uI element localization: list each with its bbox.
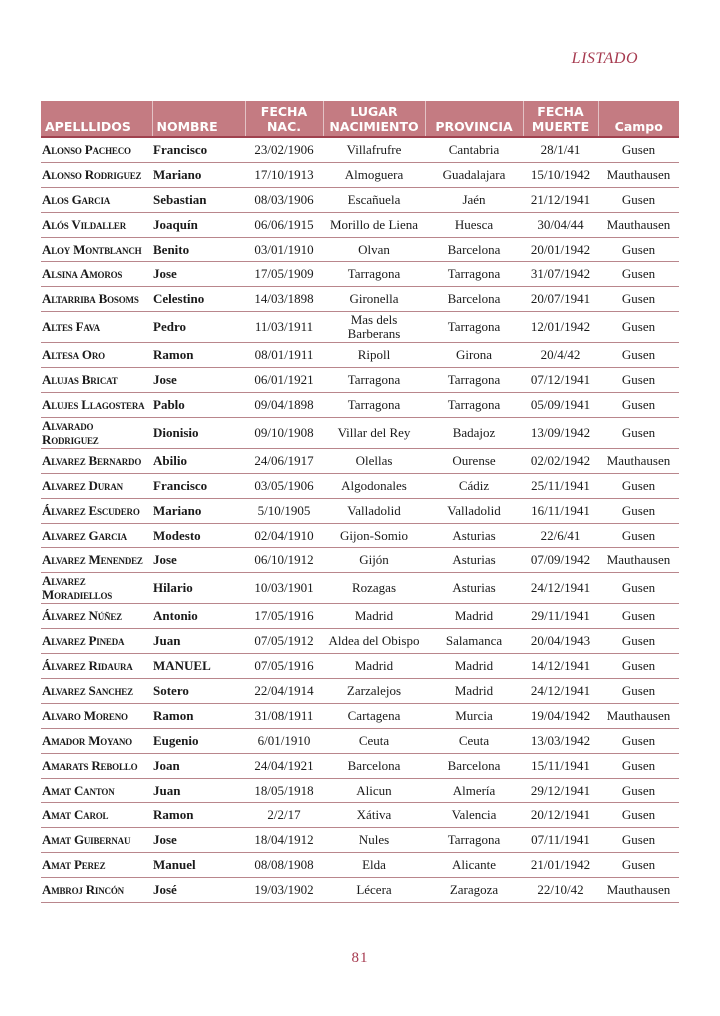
birth-date-cell: 06/01/1921 [245,368,323,393]
province-cell: Asturias [425,548,523,573]
first-name-cell: Mariano [152,162,245,187]
surname-cell: Alvarado Rodriguez [41,417,152,448]
birth-date-cell: 06/06/1915 [245,212,323,237]
province-cell: Barcelona [425,237,523,262]
death-date-cell: 22/6/41 [523,523,598,548]
table-row [41,803,679,828]
header-lugar-line2: NACIMIENTO [329,119,419,134]
surname-cell: Amat Carol [41,803,152,828]
birth-date-cell: 23/02/1906 [245,137,323,162]
table-row [41,417,679,448]
province-cell: Salamanca [425,629,523,654]
birth-date-cell: 14/03/1898 [245,287,323,312]
surname-cell: Alvarez Garcia [41,523,152,548]
table-row [41,368,679,393]
camp-cell: Gusen [598,137,679,162]
camp-cell: Mauthausen [598,212,679,237]
surname-cell: Alonso Pacheco [41,137,152,162]
birth-date-cell: 08/03/1906 [245,187,323,212]
birthplace-cell: Madrid [323,654,425,679]
camp-cell: Gusen [598,573,679,604]
birthplace-cell: Villafrufre [323,137,425,162]
first-name-cell: Abilio [152,448,245,473]
table-row [41,212,679,237]
surname-cell: Alós Vildaller [41,212,152,237]
first-name-cell: Juan [152,778,245,803]
camp-cell: Gusen [598,287,679,312]
camp-cell: Mauthausen [598,448,679,473]
first-name-cell: Joan [152,753,245,778]
camp-cell: Mauthausen [598,162,679,187]
province-cell: Valencia [425,803,523,828]
province-cell: Girona [425,343,523,368]
surname-cell: Altesa Oro [41,343,152,368]
birthplace-cell: Elda [323,853,425,878]
birthplace-cell: Cartagena [323,703,425,728]
table-row [41,629,679,654]
death-date-cell: 14/12/1941 [523,654,598,679]
table-row [41,679,679,704]
province-cell: Cádiz [425,473,523,498]
death-date-cell: 07/09/1942 [523,548,598,573]
death-date-cell: 31/07/1942 [523,262,598,287]
camp-cell: Gusen [598,853,679,878]
table-row [41,343,679,368]
birth-date-cell: 03/05/1906 [245,473,323,498]
death-date-cell: 21/01/1942 [523,853,598,878]
table-row [41,473,679,498]
first-name-cell: Benito [152,237,245,262]
camp-cell: Mauthausen [598,878,679,903]
header-lugar-line1: LUGAR [350,104,398,119]
death-date-cell: 07/12/1941 [523,368,598,393]
camp-cell: Gusen [598,728,679,753]
surname-cell: Alujas Bricat [41,368,152,393]
death-date-cell: 20/4/42 [523,343,598,368]
province-cell: Valladolid [425,498,523,523]
birth-date-cell: 11/03/1911 [245,312,323,343]
province-cell: Alicante [425,853,523,878]
death-date-cell: 15/10/1942 [523,162,598,187]
table-row [41,162,679,187]
camp-cell: Gusen [598,828,679,853]
birthplace-cell: Almoguera [323,162,425,187]
province-cell: Tarragona [425,828,523,853]
header-fecha-nac-line1: FECHA [260,104,308,119]
camp-cell: Gusen [598,654,679,679]
header-fecha-muerte-line1: FECHA [537,104,584,119]
birth-date-cell: 31/08/1911 [245,703,323,728]
birthplace-cell: Madrid [323,604,425,629]
header-fecha-muerte-line2: MUERTE [531,119,590,134]
surname-cell: Alujes Llagostera [41,393,152,418]
death-date-cell: 24/12/1941 [523,573,598,604]
surname-cell: Amat Canton [41,778,152,803]
camp-cell: Gusen [598,417,679,448]
first-name-cell: Jose [152,828,245,853]
birth-date-cell: 2/2/17 [245,803,323,828]
birth-date-cell: 03/01/1910 [245,237,323,262]
surname-cell: Alvarez Moradiellos [41,573,152,604]
first-name-cell: Ramon [152,703,245,728]
surname-cell: Álvarez Escudero [41,498,152,523]
death-date-cell: 13/09/1942 [523,417,598,448]
first-name-cell: Francisco [152,137,245,162]
birthplace-cell: Tarragona [323,262,425,287]
province-cell: Ourense [425,448,523,473]
birth-date-cell: 17/10/1913 [245,162,323,187]
deportees-table [41,101,679,903]
surname-cell: Altarriba Bosoms [41,287,152,312]
surname-cell: Ambroj Rincón [41,878,152,903]
death-date-cell: 13/03/1942 [523,728,598,753]
birth-date-cell: 24/06/1917 [245,448,323,473]
birthplace-cell: Ceuta [323,728,425,753]
death-date-cell: 02/02/1942 [523,448,598,473]
table-row [41,448,679,473]
camp-cell: Gusen [598,778,679,803]
birth-date-cell: 02/04/1910 [245,523,323,548]
table-row [41,828,679,853]
death-date-cell: 19/04/1942 [523,703,598,728]
death-date-cell: 20/07/1941 [523,287,598,312]
first-name-cell: Jose [152,262,245,287]
birthplace-cell: Xátiva [323,803,425,828]
birth-date-cell: 08/01/1911 [245,343,323,368]
province-cell: Ceuta [425,728,523,753]
surname-cell: Álvarez Núñez [41,604,152,629]
death-date-cell: 29/12/1941 [523,778,598,803]
birthplace-cell: Nules [323,828,425,853]
birth-date-cell: 07/05/1912 [245,629,323,654]
first-name-cell: Manuel [152,853,245,878]
province-cell: Barcelona [425,287,523,312]
camp-cell: Gusen [598,629,679,654]
death-date-cell: 20/01/1942 [523,237,598,262]
camp-cell: Gusen [598,604,679,629]
camp-cell: Gusen [598,237,679,262]
death-date-cell: 16/11/1941 [523,498,598,523]
death-date-cell: 12/01/1942 [523,312,598,343]
birthplace-cell: Escañuela [323,187,425,212]
camp-cell: Gusen [598,262,679,287]
birth-date-cell: 08/08/1908 [245,853,323,878]
table-row [41,778,679,803]
surname-cell: Alvarez Sanchez [41,679,152,704]
first-name-cell: Celestino [152,287,245,312]
first-name-cell: Juan [152,629,245,654]
province-cell: Almería [425,778,523,803]
birthplace-cell: Zarzalejos [323,679,425,704]
birth-date-cell: 24/04/1921 [245,753,323,778]
table-row [41,498,679,523]
first-name-cell: Ramon [152,343,245,368]
camp-cell: Gusen [598,679,679,704]
birthplace-cell: Gijon-Somio [323,523,425,548]
first-name-cell: MANUEL [152,654,245,679]
surname-cell: Alvaro Moreno [41,703,152,728]
first-name-cell: Ramon [152,803,245,828]
province-cell: Madrid [425,654,523,679]
province-cell: Huesca [425,212,523,237]
table-row [41,573,679,604]
table-row [41,878,679,903]
province-cell: Tarragona [425,262,523,287]
header-fecha-nac [245,101,323,137]
camp-cell: Gusen [598,343,679,368]
province-cell: Jaén [425,187,523,212]
first-name-cell: Hilario [152,573,245,604]
table-row [41,853,679,878]
birthplace-cell: Morillo de Liena [323,212,425,237]
header-campo: Campo [598,101,679,137]
first-name-cell: Sotero [152,679,245,704]
surname-cell: Alvarez Pineda [41,629,152,654]
header-fecha-muerte [523,101,598,137]
birth-date-cell: 17/05/1916 [245,604,323,629]
death-date-cell: 29/11/1941 [523,604,598,629]
first-name-cell: Jose [152,368,245,393]
table-row [41,728,679,753]
death-date-cell: 21/12/1941 [523,187,598,212]
first-name-cell: Jose [152,548,245,573]
birth-date-cell: 10/03/1901 [245,573,323,604]
death-date-cell: 28/1/41 [523,137,598,162]
birthplace-cell: Olellas [323,448,425,473]
first-name-cell: José [152,878,245,903]
birthplace-cell: Barcelona [323,753,425,778]
first-name-cell: Modesto [152,523,245,548]
death-date-cell: 07/11/1941 [523,828,598,853]
table-header-row [41,101,679,137]
birthplace-cell: Tarragona [323,393,425,418]
camp-cell: Mauthausen [598,548,679,573]
birth-date-cell: 07/05/1916 [245,654,323,679]
province-cell: Madrid [425,679,523,704]
header-fecha-nac-line2: NAC. [266,119,302,134]
birthplace-cell: Aldea del Obispo [323,629,425,654]
birth-date-cell: 18/05/1918 [245,778,323,803]
birth-date-cell: 19/03/1902 [245,878,323,903]
page-number: 81 [351,950,369,966]
table-row [41,237,679,262]
first-name-cell: Eugenio [152,728,245,753]
surname-cell: Alos Garcia [41,187,152,212]
surname-cell: Amat Perez [41,853,152,878]
table-body [41,137,679,903]
surname-cell: Alonso Rodriguez [41,162,152,187]
camp-cell: Mauthausen [598,703,679,728]
birthplace-cell: Rozagas [323,573,425,604]
province-cell: Asturias [425,523,523,548]
birth-date-cell: 09/10/1908 [245,417,323,448]
camp-cell: Gusen [598,803,679,828]
birthplace-cell: Ripoll [323,343,425,368]
surname-cell: Álvarez Ridaura [41,654,152,679]
surname-cell: Aloy Montblanch [41,237,152,262]
birthplace-cell: Algodonales [323,473,425,498]
camp-cell: Gusen [598,393,679,418]
table-row [41,548,679,573]
death-date-cell: 25/11/1941 [523,473,598,498]
birth-date-cell: 5/10/1905 [245,498,323,523]
table-row [41,523,679,548]
death-date-cell: 24/12/1941 [523,679,598,704]
camp-cell: Gusen [598,753,679,778]
first-name-cell: Sebastian [152,187,245,212]
first-name-cell: Pedro [152,312,245,343]
camp-cell: Gusen [598,312,679,343]
first-name-cell: Pablo [152,393,245,418]
province-cell: Guadalajara [425,162,523,187]
birthplace-cell: Valladolid [323,498,425,523]
table-row [41,604,679,629]
header-provincia: PROVINCIA [425,101,523,137]
camp-cell: Gusen [598,473,679,498]
surname-cell: Alvarez Bernardo [41,448,152,473]
surname-cell: Amador Moyano [41,728,152,753]
table-row [41,262,679,287]
death-date-cell: 15/11/1941 [523,753,598,778]
death-date-cell: 20/12/1941 [523,803,598,828]
birth-date-cell: 18/04/1912 [245,828,323,853]
birth-date-cell: 17/05/1909 [245,262,323,287]
camp-cell: Gusen [598,523,679,548]
death-date-cell: 05/09/1941 [523,393,598,418]
province-cell: Murcia [425,703,523,728]
surname-cell: Alsina Amoros [41,262,152,287]
surname-cell: Altes Fava [41,312,152,343]
death-date-cell: 22/10/42 [523,878,598,903]
first-name-cell: Mariano [152,498,245,523]
header-lugar-nacimiento [323,101,425,137]
header-nombre: NOMBRE [152,101,245,137]
death-date-cell: 30/04/44 [523,212,598,237]
birthplace-cell: Alicun [323,778,425,803]
table-row [41,187,679,212]
camp-cell: Gusen [598,187,679,212]
birthplace-cell: Lécera [323,878,425,903]
first-name-cell: Antonio [152,604,245,629]
province-cell: Tarragona [425,368,523,393]
birthplace-cell: Gijón [323,548,425,573]
camp-cell: Gusen [598,498,679,523]
table-row [41,393,679,418]
birth-date-cell: 6/01/1910 [245,728,323,753]
province-cell: Asturias [425,573,523,604]
birthplace-cell: Olvan [323,237,425,262]
birth-date-cell: 06/10/1912 [245,548,323,573]
province-cell: Barcelona [425,753,523,778]
birthplace-cell: Mas dels Barberans [323,312,425,343]
first-name-cell: Joaquín [152,212,245,237]
table-row [41,287,679,312]
table-row [41,312,679,343]
table-row [41,137,679,162]
camp-cell: Gusen [598,368,679,393]
table-row [41,753,679,778]
birthplace-cell: Gironella [323,287,425,312]
birthplace-cell: Tarragona [323,368,425,393]
header-apellidos: APELLLIDOS [41,101,152,137]
birth-date-cell: 09/04/1898 [245,393,323,418]
surname-cell: Alvarez Duran [41,473,152,498]
province-cell: Tarragona [425,312,523,343]
birthplace-cell: Villar del Rey [323,417,425,448]
province-cell: Tarragona [425,393,523,418]
surname-cell: Amarats Rebollo [41,753,152,778]
surname-cell: Alvarez Menendez [41,548,152,573]
first-name-cell: Francisco [152,473,245,498]
province-cell: Zaragoza [425,878,523,903]
surname-cell: Amat Guibernau [41,828,152,853]
running-head: LISTADO [571,50,638,67]
table-row [41,654,679,679]
table-row [41,703,679,728]
province-cell: Cantabria [425,137,523,162]
province-cell: Badajoz [425,417,523,448]
first-name-cell: Dionisio [152,417,245,448]
birth-date-cell: 22/04/1914 [245,679,323,704]
province-cell: Madrid [425,604,523,629]
death-date-cell: 20/04/1943 [523,629,598,654]
